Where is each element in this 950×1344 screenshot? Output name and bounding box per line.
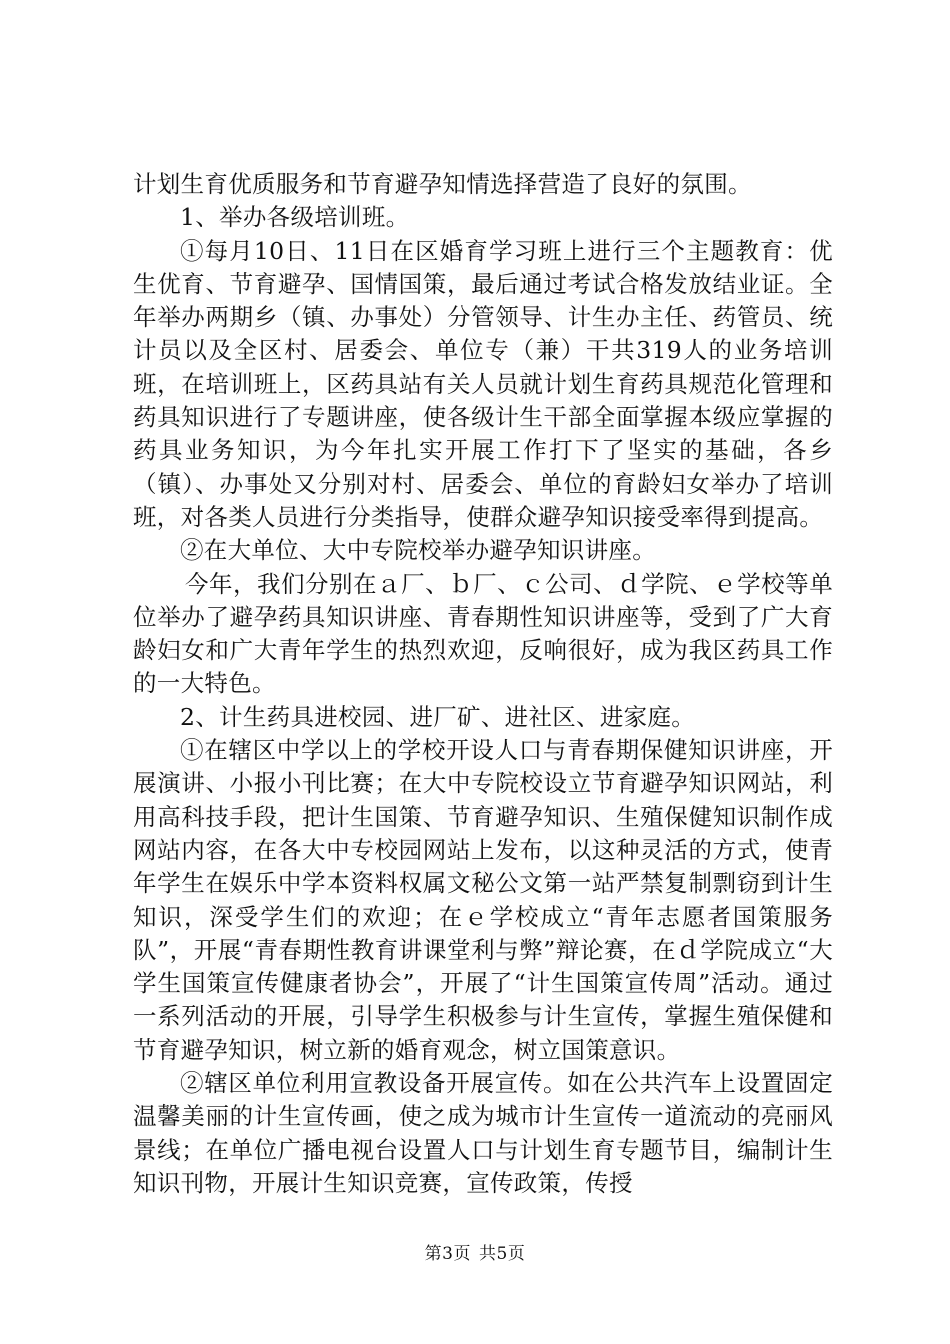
paragraph-unit-publicity: ②辖区单位利用宣教设备开展宣传。如在公共汽车上设置固定温馨美丽的计生宣传画，使之成为城市计生宣传一道流动的亮丽风景线；在单位广播电视台设置人口与计划生育专题节目，编制计生知识刊物，开展计生知识竞赛，宣传政策，传授 xyxy=(133,1069,833,1197)
paragraph-lecture-heading: ②在大单位、大中专院校举办避孕知识讲座。 xyxy=(180,536,656,565)
page-footer xyxy=(0,1242,950,1266)
heading-training-classes: 1、举办各级培训班。 xyxy=(180,203,410,232)
paragraph-continuation: 计划生育优质服务和节育避孕知情选择营造了良好的氛围。 xyxy=(133,170,752,198)
page-total: 共5页 xyxy=(479,1244,526,1264)
paragraph-this-year: 今年，我们分别在ａ厂、ｂ厂、ｃ公司、ｄ学院、ｅ学校等单位举办了避孕药具知识讲座、青春期性知识讲座等，受到了广大育龄妇女和广大青年学生的热烈欢迎，反响很好，成为我区药具工作的一大特色。 xyxy=(133,569,833,698)
page-number: 第3页 xyxy=(424,1244,471,1264)
paragraph-school-lectures: ①在辖区中学以上的学校开设人口与青春期保健知识讲座，开展演讲、小报小刊比赛；在大中专院校设立节育避孕知识网站，利用高科技手段，把计生国策、节育避孕知识、生殖保健知识制作成网站内容，在各大中专校园网站上发布，以这种灵活的方式，使青年学生在娱乐中学本资料权属文秘公文第一站严禁复制剽窃到计生知识，深受学生们的欢迎；在ｅ学校成立“青年志愿者国策服务队”，开展“青春期性教育讲课堂利与弊”辩论赛，在ｄ学院成立“大学生国策宣传健康者协会”，开展了“计生国策宣传周”活动。通过一系列活动的开展，引导学生积极参与计生宣传，掌握生殖保健和节育避孕知识，树立新的婚育观念，树立国策意识。 xyxy=(133,736,833,1064)
paragraph-monthly-education: ①每月10日、11日在区婚育学习班上进行三个主题教育：优生优育、节育避孕、国情国策，最后通过考试合格发放结业证。全年举办两期乡（镇、办事处）分管领导、计生办主任、药管员、统计员以及全区村、居委会、单位专（兼）干共319人的业务培训班，在培训班上，区药具站有关人员就计划生育药具规范化管理和药具知识进行了专题讲座，使各级计生干部全面掌握本级应掌握的药具业务知识，为今年扎实开展工作打下了坚实的基础，各乡（镇）、办事处又分别对村、居委会、单位的育龄妇女举办了培训班，对各类人员进行分类指导，使群众避孕知识接受率得到提高。 xyxy=(133,236,833,531)
document-body xyxy=(133,168,833,1200)
heading-into-campus: 2、计生药具进校园、进厂矿、进社区、进家庭。 xyxy=(180,702,696,731)
